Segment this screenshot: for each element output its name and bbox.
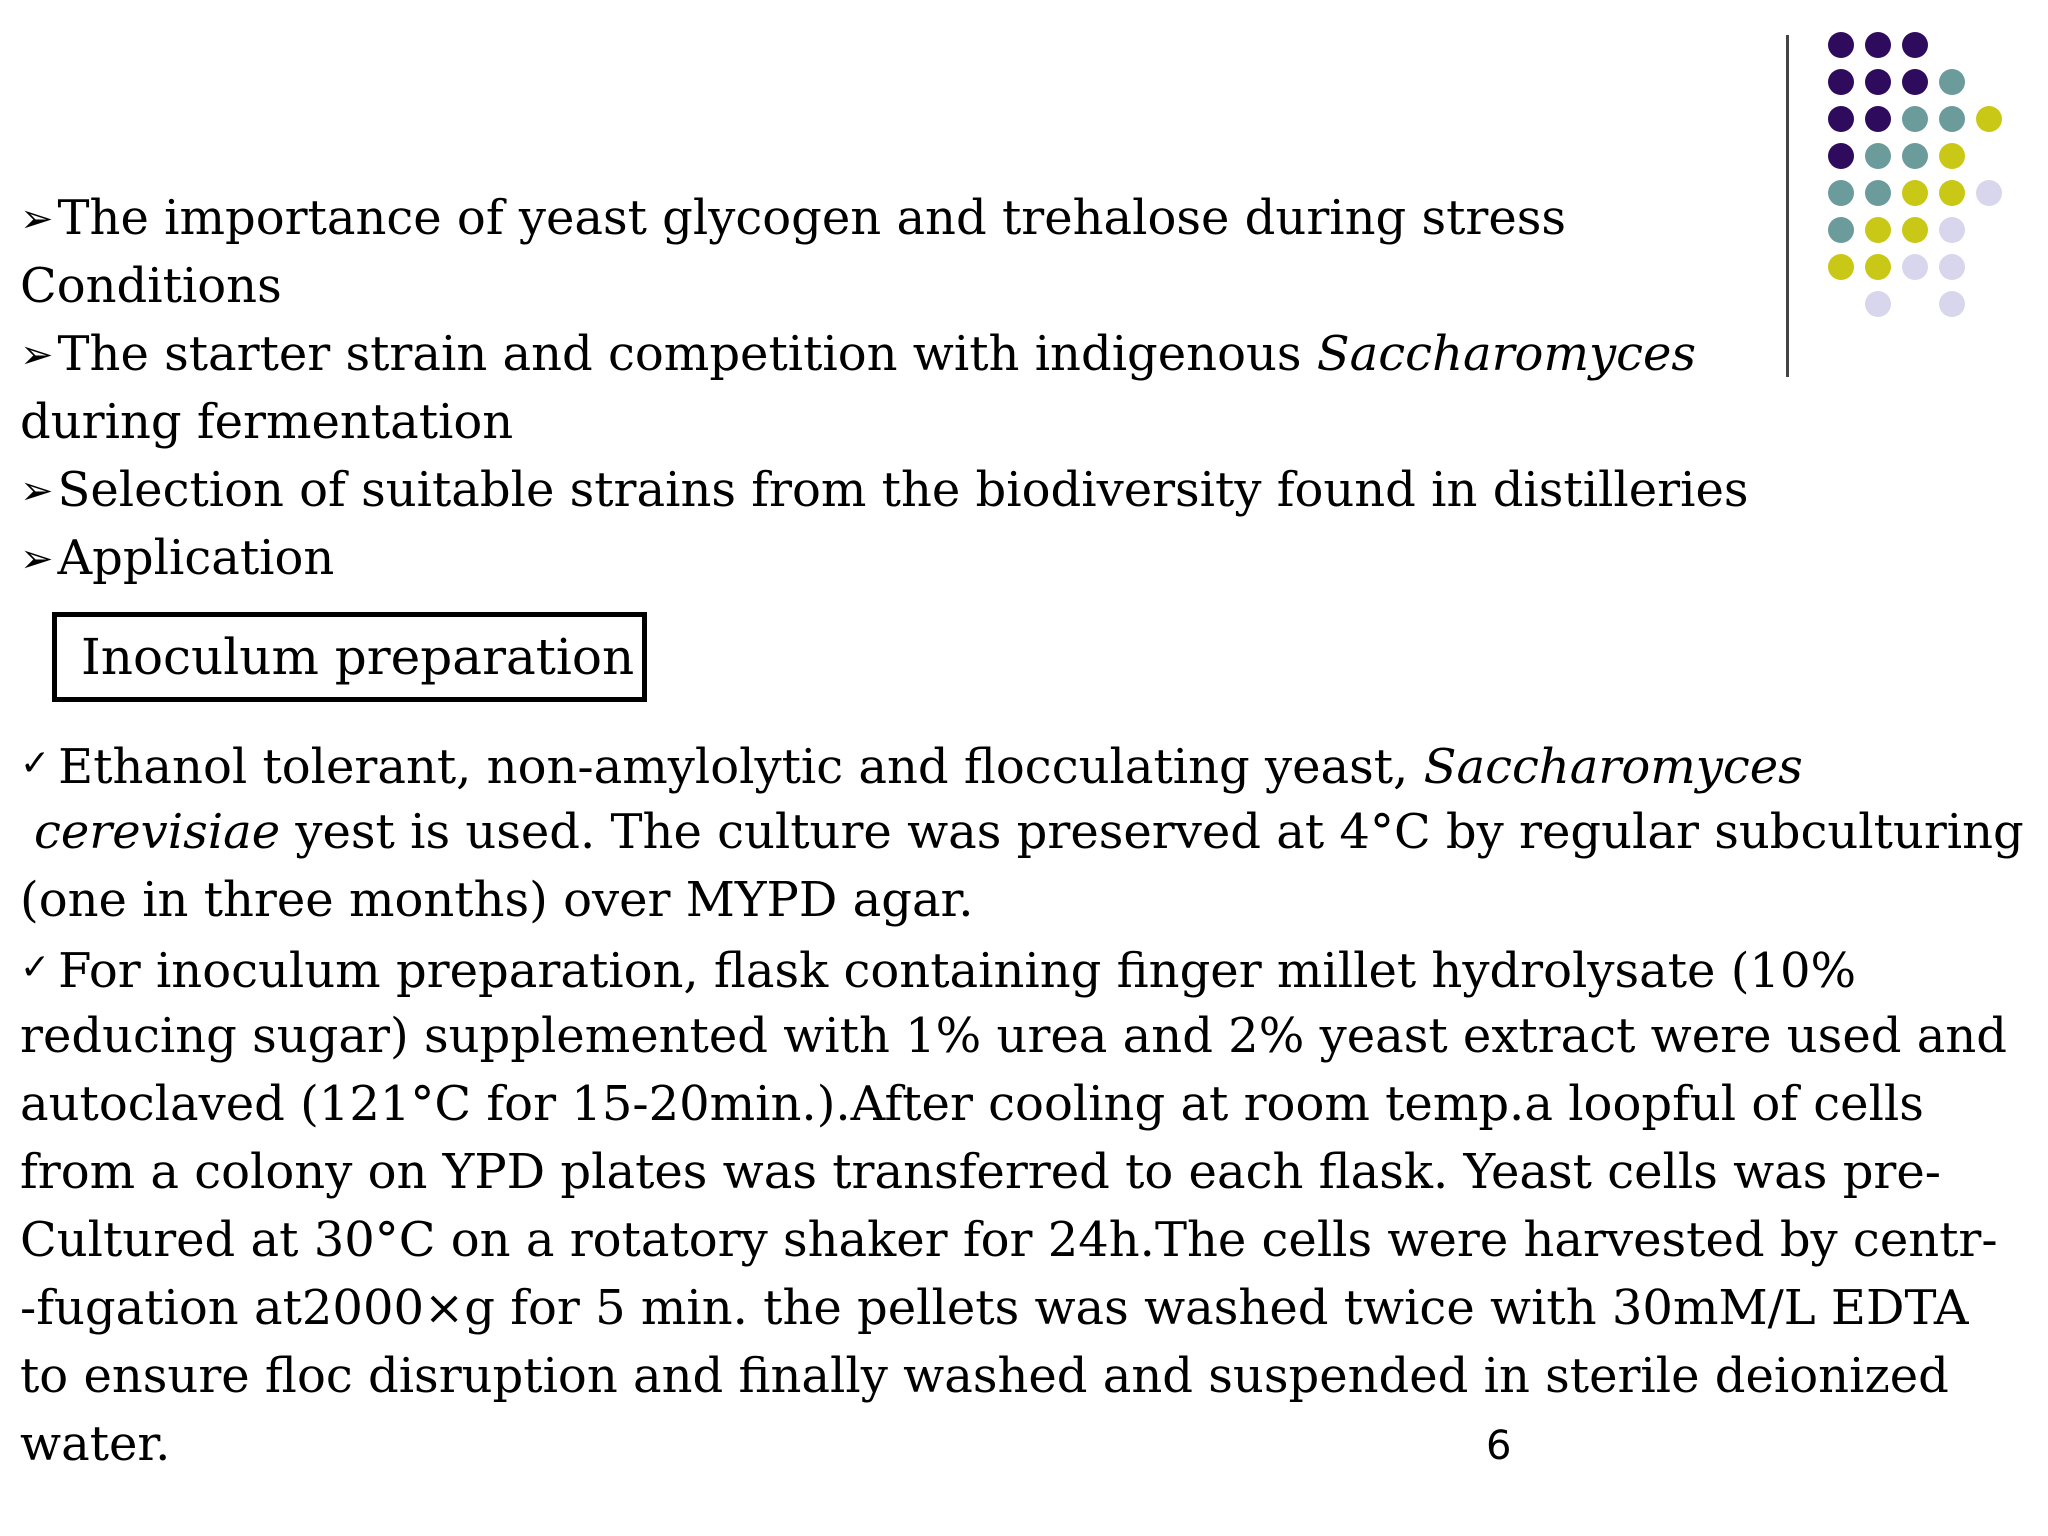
- decorative-dot: [1865, 32, 1891, 58]
- point-2-line-5: Cultured at 30°C on a rotatory shaker for 24h.The cells were harvested by centr-: [20, 1212, 1998, 1268]
- decorative-dot: [1902, 32, 1928, 58]
- decorative-dot: [1939, 254, 1965, 280]
- topic-1-line-1: ➢The importance of yeast glycogen and trehalose during stress: [20, 184, 1566, 253]
- decorative-dot: [1939, 69, 1965, 95]
- decorative-dot: [1902, 217, 1928, 243]
- decorative-dot: [1828, 143, 1854, 169]
- point-1-line-2: cerevisiae yest is used. The culture was preserved at 4°C by regular subculturing: [34, 804, 2024, 860]
- decorative-dot: [1939, 143, 1965, 169]
- point-2-line-8: water.: [20, 1416, 171, 1472]
- divider-line: [1786, 35, 1789, 377]
- arrow-bullet-icon: ➢: [20, 468, 54, 514]
- decorative-dot: [1828, 69, 1854, 95]
- decorative-dot: [1976, 106, 2002, 132]
- decorative-dot: [1865, 291, 1891, 317]
- decorative-dot: [1939, 180, 1965, 206]
- point-2-line-3: autoclaved (121°C for 15-20min.).After cooling at room temp.a loopful of cells: [20, 1076, 1924, 1132]
- point-2-line-4: from a colony on YPD plates was transferred to each flask. Yeast cells was pre-: [20, 1144, 1941, 1200]
- topic-2-line-1: ➢The starter strain and competition with indigenous Saccharomyces: [20, 320, 1696, 389]
- decorative-dot: [1939, 106, 1965, 132]
- decorative-dot: [1939, 291, 1965, 317]
- arrow-bullet-icon: ➢: [20, 196, 54, 242]
- point-2-line-2: reducing sugar) supplemented with 1% urea and 2% yeast extract were used and: [20, 1008, 2007, 1064]
- point-2-line-6: -fugation at2000×g for 5 min. the pellets was washed twice with 30mM/L EDTA: [20, 1280, 1969, 1336]
- section-heading: Inoculum preparation: [52, 612, 647, 702]
- decorative-dot: [1865, 217, 1891, 243]
- page-number: 6: [1486, 1423, 1512, 1469]
- checkmark-icon: ✓: [20, 947, 51, 988]
- arrow-bullet-icon: ➢: [20, 332, 54, 378]
- decorative-dot: [1828, 180, 1854, 206]
- point-2-line-1: ✓ For inoculum preparation, flask containing finger millet hydrolysate (10%: [20, 934, 1856, 1005]
- topic-2-line-2: during fermentation: [20, 394, 514, 450]
- decorative-dot: [1902, 106, 1928, 132]
- point-2-line-7: to ensure floc disruption and finally washed and suspended in sterile deionized: [20, 1348, 1949, 1404]
- decorative-dot: [1902, 254, 1928, 280]
- decorative-dot: [1976, 180, 2002, 206]
- decorative-dot: [1865, 143, 1891, 169]
- decorative-dot: [1828, 106, 1854, 132]
- decorative-dot: [1828, 217, 1854, 243]
- decorative-dot: [1902, 143, 1928, 169]
- decorative-dot: [1865, 106, 1891, 132]
- decorative-dot: [1902, 69, 1928, 95]
- arrow-bullet-icon: ➢: [20, 536, 54, 582]
- decorative-dot: [1865, 254, 1891, 280]
- point-1-line-1: ✓ Ethanol tolerant, non-amylolytic and flocculating yeast, Saccharomyces: [20, 730, 1803, 801]
- topic-1-line-2: Conditions: [20, 258, 282, 314]
- topic-3-line-1: ➢Selection of suitable strains from the biodiversity found in distilleries: [20, 456, 1748, 525]
- decorative-dot: [1902, 180, 1928, 206]
- checkmark-icon: ✓: [20, 743, 51, 784]
- decorative-dot: [1828, 32, 1854, 58]
- decorative-dot: [1939, 217, 1965, 243]
- decorative-dot: [1865, 180, 1891, 206]
- decorative-dot: [1828, 254, 1854, 280]
- topic-4-line-1: ➢Application: [20, 524, 334, 593]
- decorative-dot: [1865, 69, 1891, 95]
- decorative-dot-grid: [1828, 32, 2018, 332]
- point-1-line-3: (one in three months) over MYPD agar.: [20, 872, 974, 928]
